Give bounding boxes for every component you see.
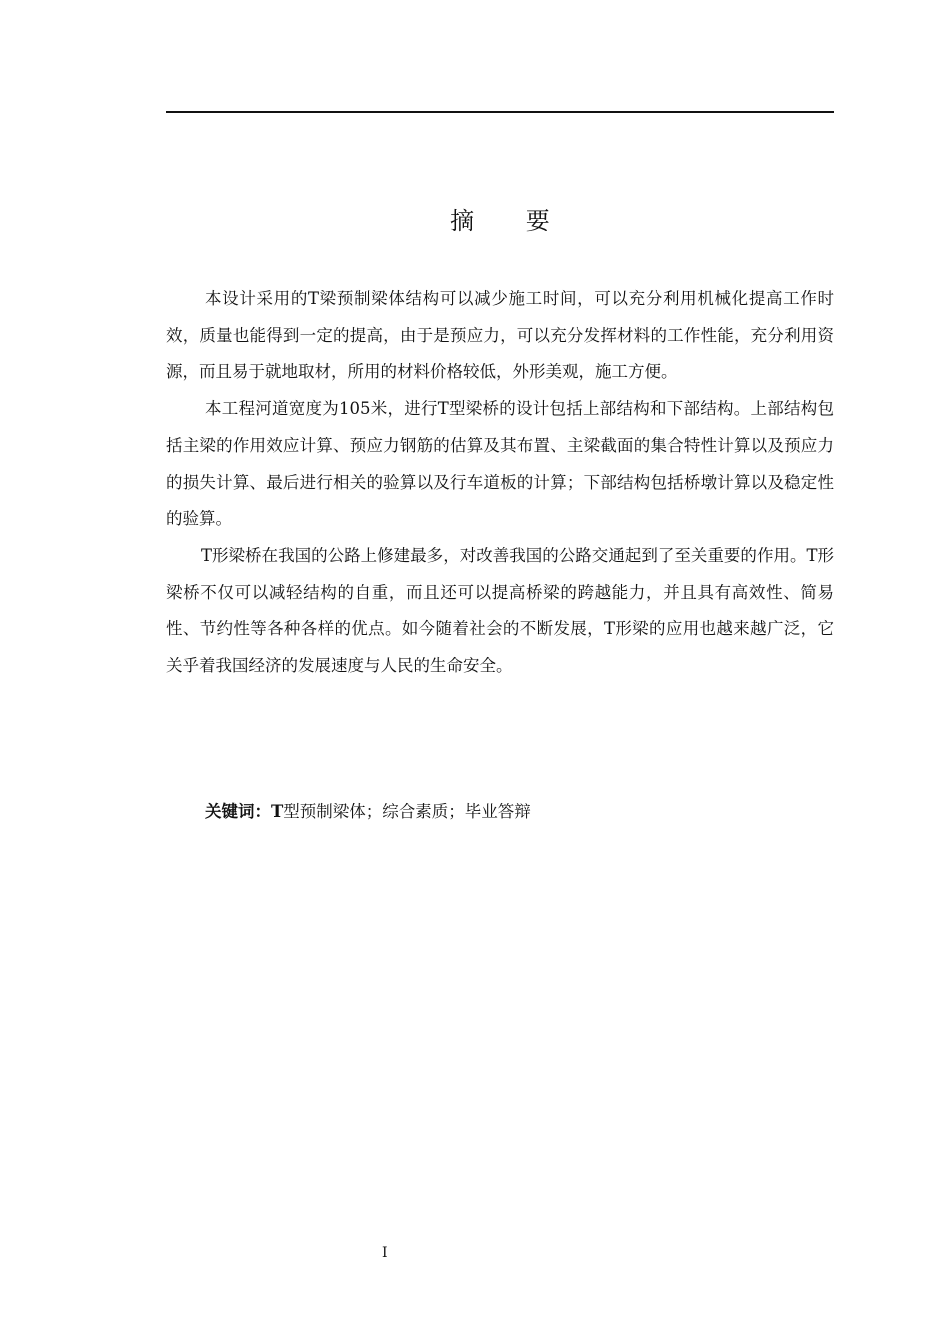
keywords-text: 型预制梁体；综合素质；毕业答辩 bbox=[283, 802, 531, 821]
abstract-paragraph-2: 本工程河道宽度为105米，进行T型梁桥的设计包括上部结构和下部结构。上部结构包括主梁的作用效应计算、预应力钢筋的估算及其布置、主梁截面的集合特性计算以及预应力的损失计算、最后进行相关的验算以及行车道板的计算；下部结构包括桥墩计算以及稳定性的验算。 bbox=[166, 399, 834, 529]
keywords-label: 关键词： bbox=[205, 802, 271, 821]
abstract-body bbox=[166, 281, 834, 685]
keywords-lead: T bbox=[271, 802, 284, 821]
abstract-paragraph-3: T形梁桥在我国的公路上修建最多，对改善我国的公路交通起到了至关重要的作用。T形梁桥不仅可以减轻结构的自重，而且还可以提高桥梁的跨越能力，并且具有高效性、简易性、节约性等各种各样的优点。如今随着社会的不断发展，T形梁的应用也越来越广泛，它关乎着我国经济的发展速度与人民的生命安全。 bbox=[166, 545, 834, 676]
header-rule bbox=[166, 111, 834, 113]
keywords-line bbox=[205, 797, 531, 827]
page-number: I bbox=[382, 1245, 388, 1261]
abstract-paragraph-1: 本设计采用的T梁预制梁体结构可以减少施工时间，可以充分利用机械化提高工作时效，质量也能得到一定的提高，由于是预应力，可以充分发挥材料的工作性能，充分利用资源，而且易于就地取材，所用的材料价格较低，外形美观，施工方便。 bbox=[166, 289, 834, 382]
abstract-title: 摘 要 bbox=[450, 207, 572, 235]
